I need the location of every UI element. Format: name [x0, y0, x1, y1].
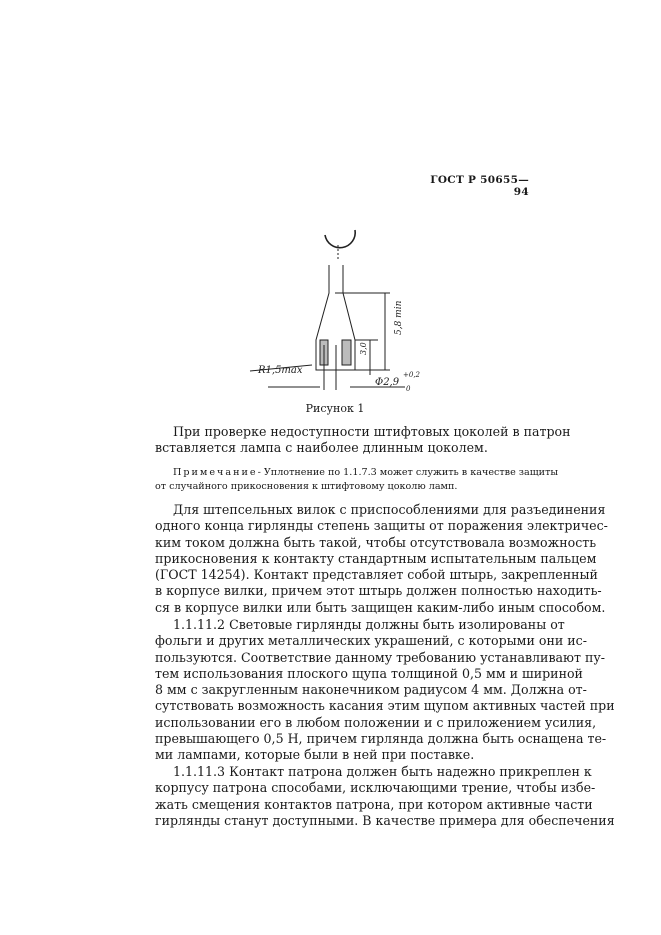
- text-line: 8 мм с закругленным наконечником радиусом 4 мм. Должна от-: [155, 682, 587, 698]
- text-line: корпусу патрона способами, исключающими трение, чтобы избе-: [155, 780, 596, 796]
- paragraph-p1: [155, 424, 571, 457]
- note-label: Примечание: [173, 467, 258, 478]
- paragraph-p2: [155, 502, 608, 616]
- note: [155, 466, 559, 493]
- text-line: сутствовать возможность касания этим щупом активных частей при: [155, 698, 615, 714]
- text-line: При проверке недоступности штифтовых цоколей в патрон: [173, 424, 571, 439]
- tolerance-upper: +0,2: [403, 371, 420, 379]
- text-line: ким током должна быть такой, чтобы отсутствовала возможность: [155, 534, 597, 550]
- text-line: 1.1.11.3 Контакт патрона должен быть надежно прикреплен к: [173, 764, 592, 779]
- text-line: тем использования плоского щупа толщиной 0,5 мм и шириной: [155, 665, 583, 681]
- text-line: 1.1.11.2 Световые гирлянды должны быть изолированы от: [173, 617, 565, 632]
- text-line: вставляется лампа с наиболее длинным цоколем.: [155, 440, 488, 456]
- text-line: в корпусе вилки, причем этот штырь должен полностью находить-: [155, 583, 602, 599]
- text-line: превышающего 0,5 Н, причем гирлянда должна быть оснащена те-: [155, 731, 607, 747]
- text-line: прикосновения к контакту стандартным испытательным пальцем: [155, 550, 597, 566]
- text-line: ми лампами, которые были в ней при поставке.: [155, 747, 475, 763]
- height-label: 5,8 min: [394, 300, 404, 335]
- paragraph-1-1-11-2: [155, 617, 615, 764]
- figure-caption: Рисунок 1: [305, 402, 365, 415]
- small-dim-label: 3,0: [359, 342, 368, 355]
- lamp-bulb-arc: [325, 230, 355, 248]
- note-line: Примечание- Уплотнение по 1.1.7.3 может служить в качестве защиты: [173, 467, 559, 478]
- diameter-label: Φ2,9: [375, 377, 400, 388]
- text-line: Для штепсельных вилок с приспособлениями для разъединения: [173, 502, 606, 517]
- document-header: ГОСТ Р 50655—94: [430, 174, 529, 198]
- tolerance-lower: 0: [406, 385, 411, 393]
- text-line: одного конца гирлянды степень защиты от поражения электричес-: [155, 518, 608, 534]
- text-line: жать смещения контактов патрона, при котором активные части: [155, 796, 593, 812]
- note-line: от случайного прикосновения к штифтовому цоколю ламп.: [155, 480, 458, 492]
- paragraph-1-1-11-3: [155, 764, 615, 829]
- text-line: гирлянды станут доступными. В качестве примера для обеспечения: [155, 812, 615, 828]
- radius-label: R1,5max: [258, 365, 303, 376]
- text-line: использовании его в любом положении и с приложением усилия,: [155, 714, 597, 730]
- text-line: пользуются. Соответствие данному требованию устанавливают пу-: [155, 649, 606, 665]
- text-line: фольги и других металлических украшений, с которыми они ис-: [155, 633, 587, 649]
- text-line: (ГОСТ 14254). Контакт представляет собой штырь, закрепленный: [155, 567, 598, 583]
- text-line: ся в корпусе вилки или быть защищен каким-либо иным способом.: [155, 599, 606, 615]
- figure-lamp-cap-drawing: [220, 215, 450, 400]
